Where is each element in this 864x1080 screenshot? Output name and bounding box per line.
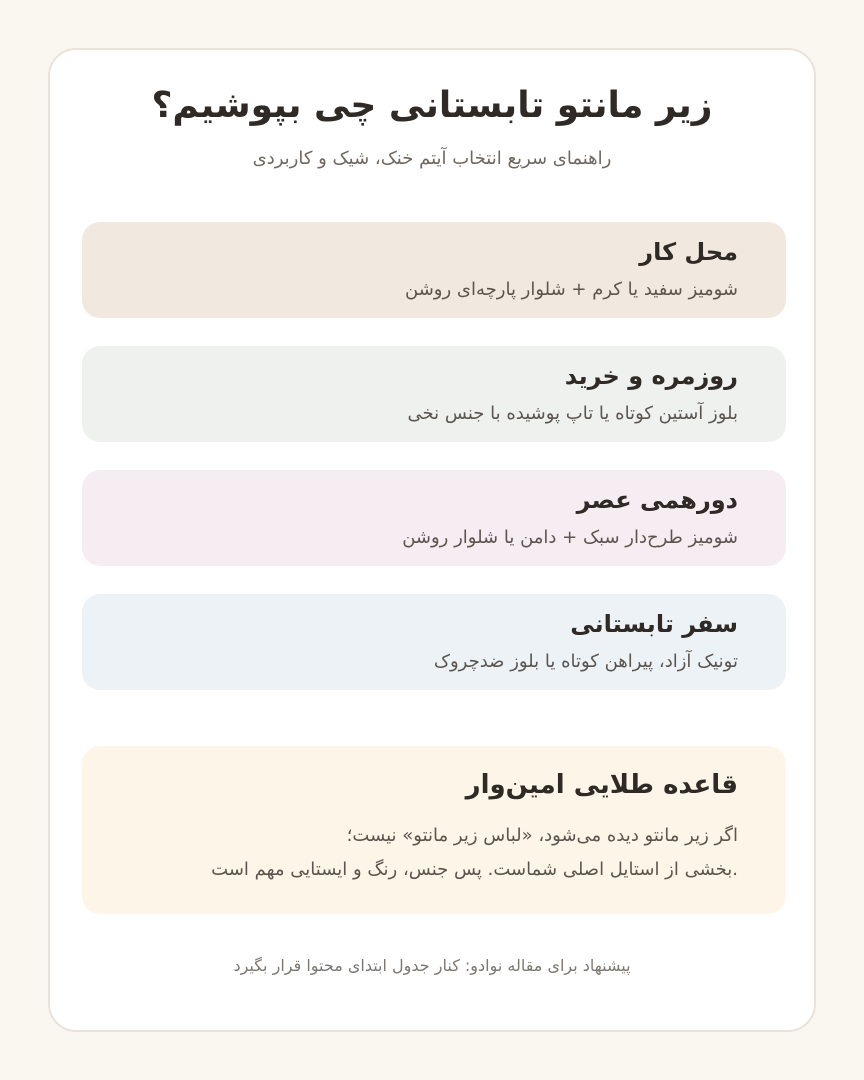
summary-card [48,48,816,1032]
section-title: روزمره و خرید [564,362,738,390]
section-title: سفر تابستانی [570,610,738,638]
footer-note: پیشنهاد برای مقاله نوادو: کنار جدول ابتدای محتوا قرار بگیرد [233,956,631,975]
section-workplace [82,222,786,318]
golden-rule-box [82,746,786,914]
page-subtitle: راهنمای سریع انتخاب آیتم خنک، شیک و کاربردی [252,148,612,169]
section-title: دورهمی عصر [576,486,738,514]
section-description: تونیک آزاد، پیراهن کوتاه یا بلوز ضدچروک [433,650,738,672]
section-description: شومیز سفید یا کرم + شلوار پارچه‌ای روشن [405,278,738,300]
page-title: زیر مانتو تابستانی چی بپوشیم؟ [151,85,713,126]
section-daily-shopping [82,346,786,442]
section-summer-travel [82,594,786,690]
section-evening-gathering [82,470,786,566]
golden-rule-line-1: اگر زیر مانتو دیده می‌شود، «لباس زیر مانتو» نیست؛ [346,825,738,847]
section-title: محل کار [639,238,738,266]
golden-rule-line-2: .بخشی از استایل اصلی شماست. پس جنس، رنگ و ایستایی مهم است [211,859,738,881]
golden-rule-title: قاعده طلایی امین‌وار [465,770,738,800]
section-description: بلوز آستین کوتاه یا تاپ پوشیده با جنس نخی [407,402,738,424]
section-description: شومیز طرح‌دار سبک + دامن یا شلوار روشن [402,526,738,548]
